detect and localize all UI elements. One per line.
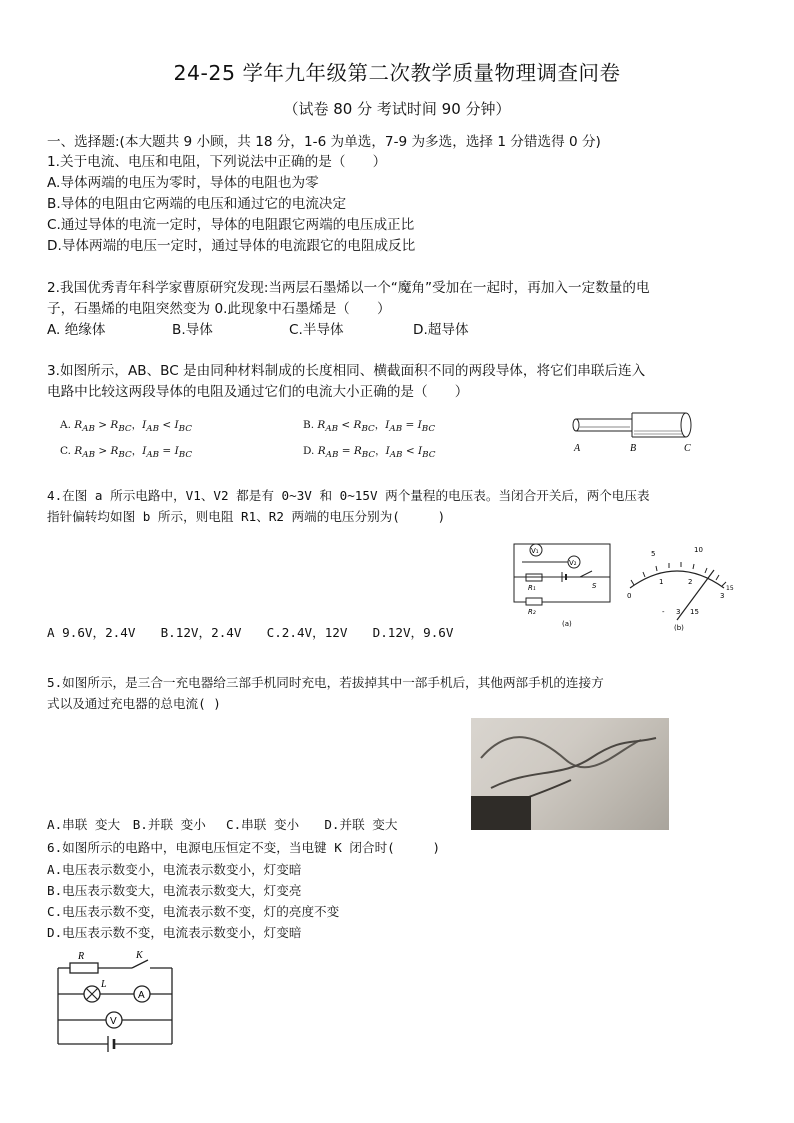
meter-scale-bottom-0: 0 — [627, 592, 632, 600]
lamp-l-label: L — [101, 979, 107, 990]
q4-options: A 9.6V，2.4V B.12V，2.4V C.2.4V，12V D.12V，9.6V — [47, 625, 454, 640]
meter-scale-bottom-1: 1 — [659, 578, 664, 586]
q2-stem-line2: 子，石墨烯的电阻突然变为 0.此现象中石墨烯是（ ） — [47, 301, 391, 317]
voltmeter-v1-label: V₁ — [531, 547, 539, 555]
q3-option-b: B. $R_{AB} < R_{BC}$，$I_{AB} = I_{BC}$ — [303, 419, 436, 435]
q2-option-a: A. 绝缘体 — [47, 322, 106, 338]
meter-scale-bottom-2: 2 — [688, 578, 693, 586]
figure-b-caption: (b) — [674, 624, 684, 632]
q4-meter-figure-b — [618, 542, 736, 634]
resistor-r1-label: R₁ — [528, 584, 536, 592]
q6-option-a: A.电压表示数变小，电流表示数变小，灯变暗 — [47, 862, 302, 877]
switch-s-label: S — [592, 582, 597, 590]
figure-a-caption: (a) — [562, 620, 572, 628]
resistor-r-label: R — [78, 951, 85, 962]
q2-option-b: B.导体 — [172, 322, 213, 338]
switch-k-icon — [132, 960, 148, 968]
resistor-r-icon — [70, 963, 98, 973]
conductor-end-c — [681, 413, 691, 437]
q6-circuit-figure — [48, 948, 182, 1060]
q4-stem-line1: 4.在图 a 所示电路中，V1、V2 都是有 0~3V 和 0~15V 两个量程的电压表。当闭合开关后，两个电压表 — [47, 488, 650, 503]
section-heading: 一、选择题:(本大题共 9 小顾，共 18 分，1-6 为单选，7-9 为多选，选择 1 分错选得 0 分) — [47, 134, 601, 150]
q5-charger-photo — [471, 718, 669, 830]
page-subtitle: （试卷 80 分 考试时间 90 分钟） — [283, 100, 511, 118]
q2-option-c: C.半导体 — [289, 322, 344, 338]
q6-option-b: B.电压表示数变大，电流表示数变大，灯变亮 — [47, 883, 302, 898]
q2-option-d: D.超导体 — [413, 322, 469, 338]
meter-terminal-3: 3 — [676, 608, 681, 616]
ammeter-a-label: A — [138, 990, 145, 1001]
meter-scale-bottom-3: 3 — [720, 592, 725, 600]
q5-options: A.串联 变大 B.并联 变小 C.串联 变小 D.并联 变大 — [47, 817, 398, 832]
q1-option-d: D.导体两端的电压一定时，通过导体的电流跟它的电阻成反比 — [47, 238, 416, 254]
meter-scale-top-10: 10 — [694, 546, 703, 554]
conductor-end-a — [573, 419, 579, 431]
q3-stem-line1: 3.如图所示，AB、BC 是由同种材料制成的长度相同、横截面积不同的两段导体，将它们串联后连入 — [47, 363, 646, 379]
q1-stem: 1.关于电流、电压和电阻，下列说法中正确的是（ ） — [47, 154, 387, 170]
q3-option-a: A. $R_{AB} > R_{BC}$，$I_{AB} < I_{BC}$ — [60, 419, 192, 435]
q1-option-c: C.通过导体的电流一定时，导体的电阻跟它两端的电压成正比 — [47, 217, 415, 233]
q3-conductor-figure — [564, 405, 700, 455]
voltmeter-v2-label: V₂ — [569, 559, 577, 567]
resistor-r2-label: R₂ — [528, 608, 536, 616]
page-title: 24-25 学年九年级第二次教学质量物理调查问卷 — [173, 61, 621, 85]
meter-terminal-minus: - — [662, 608, 665, 616]
q3-stem-line2: 电路中比较这两段导体的电阻及通过它们的电流大小正确的是（ ） — [47, 384, 469, 400]
conductor-label-a: A — [574, 443, 581, 454]
conductor-bc-shade — [634, 431, 684, 434]
q1-option-a: A.导体两端的电压为零时，导体的电阻也为零 — [47, 175, 319, 191]
phone-shape — [471, 796, 531, 830]
q2-stem-line1: 2.我国优秀青年科学家曹原研究发现:当两层石墨烯以一个“魔角”受加在一起时，再加入一定数量的电 — [47, 280, 650, 296]
meter-terminal-15: 15 — [690, 608, 699, 616]
charger-cable-image — [471, 718, 669, 830]
q5-stem-line1: 5.如图所示，是三合一充电器给三部手机同时充电，若拔掉其中一部手机后，其他两部手机的连接方 — [47, 675, 604, 690]
switch-k-label: K — [136, 950, 143, 961]
q3-option-c: C. $R_{AB} > R_{BC}$，$I_{AB} = I_{BC}$ — [60, 445, 193, 461]
switch-s-icon — [580, 571, 592, 577]
cable-1 — [481, 737, 641, 767]
voltmeter-v-label: V — [110, 1016, 117, 1027]
q6-option-d: D.电压表示数不变，电流表示数变小，灯变暗 — [47, 925, 302, 940]
conductor-label-b: B — [630, 443, 637, 454]
q4-stem-line2: 指针偏转均如图 b 所示，则电阻 R1、R2 两端的电压分别为( ) — [47, 509, 446, 524]
q1-option-b: B.导体的电阻由它两端的电压和通过它的电流决定 — [47, 196, 347, 212]
q6-option-c: C.电压表示数不变，电流表示数不变，灯的亮度不变 — [47, 904, 340, 919]
meter-scale-bottom-15: 15 — [726, 585, 734, 592]
conductor-label-c: C — [684, 443, 691, 454]
q5-stem-line2: 式以及通过充电器的总电流( ) — [47, 696, 221, 711]
q4-circuit-figure-a — [508, 540, 616, 628]
q6-stem: 6.如图所示的电路中，电源电压恒定不变，当电键 K 闭合时( ) — [47, 840, 441, 855]
meter-scale-top-5: 5 — [651, 550, 656, 558]
resistor-r2-icon — [526, 598, 542, 605]
q3-option-d: D. $R_{AB} = R_{BC}$，$I_{AB} < I_{BC}$ — [303, 445, 436, 461]
